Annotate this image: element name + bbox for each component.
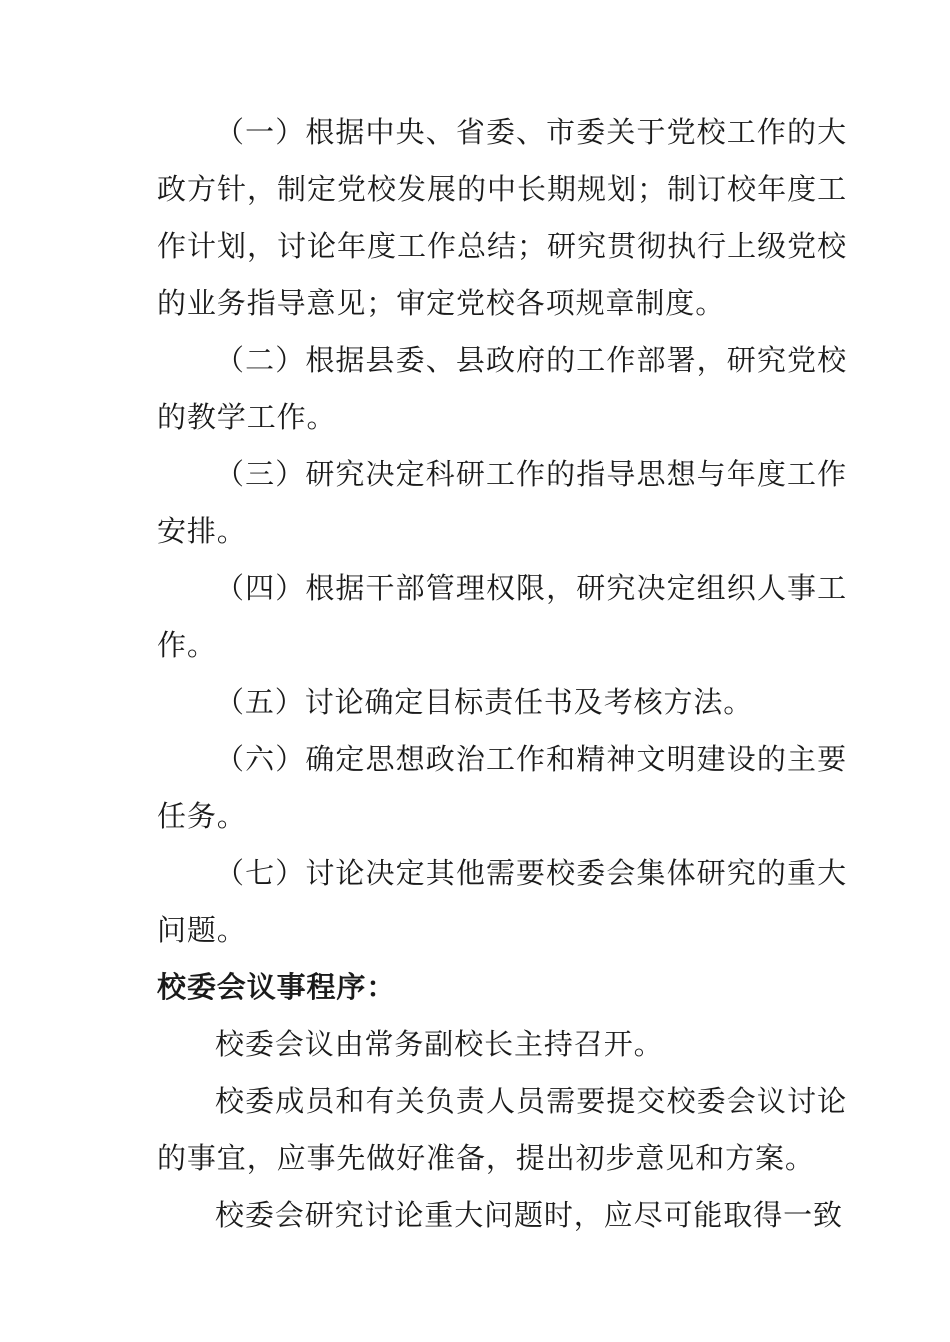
section-heading: 校委会议事程序：	[157, 970, 397, 1004]
item-2-paragraph: （二）根据县委、县政府的工作部署，研究党校的教学工作。	[157, 343, 847, 434]
item-3-paragraph: （三）研究决定科研工作的指导思想与年度工作安排。	[157, 457, 847, 548]
item-4-paragraph: （四）根据干部管理权限，研究决定组织人事工作。	[157, 571, 847, 662]
procedure-paragraph-1: 校委会议由常务副校长主持召开。	[215, 1027, 664, 1061]
item-7-paragraph: （七）讨论决定其他需要校委会集体研究的重大问题。	[157, 856, 847, 947]
document-body	[157, 104, 847, 1244]
procedure-paragraph-2: 校委成员和有关负责人员需要提交校委会议讨论的事宜，应事先做好准备，提出初步意见和方案。	[157, 1084, 847, 1175]
item-5-paragraph: （五）讨论确定目标责任书及考核方法。	[215, 685, 754, 719]
item-6-paragraph: （六）确定思想政治工作和精神文明建设的主要任务。	[157, 742, 847, 833]
item-1-paragraph: （一）根据中央、省委、市委关于党校工作的大政方针，制定党校发展的中长期规划；制订校年度工作计划，讨论年度工作总结；研究贯彻执行上级党校的业务指导意见；审定党校各项规章制度。	[157, 115, 847, 320]
procedure-paragraph-3: 校委会研究讨论重大问题时，应尽可能取得一致	[215, 1198, 843, 1232]
